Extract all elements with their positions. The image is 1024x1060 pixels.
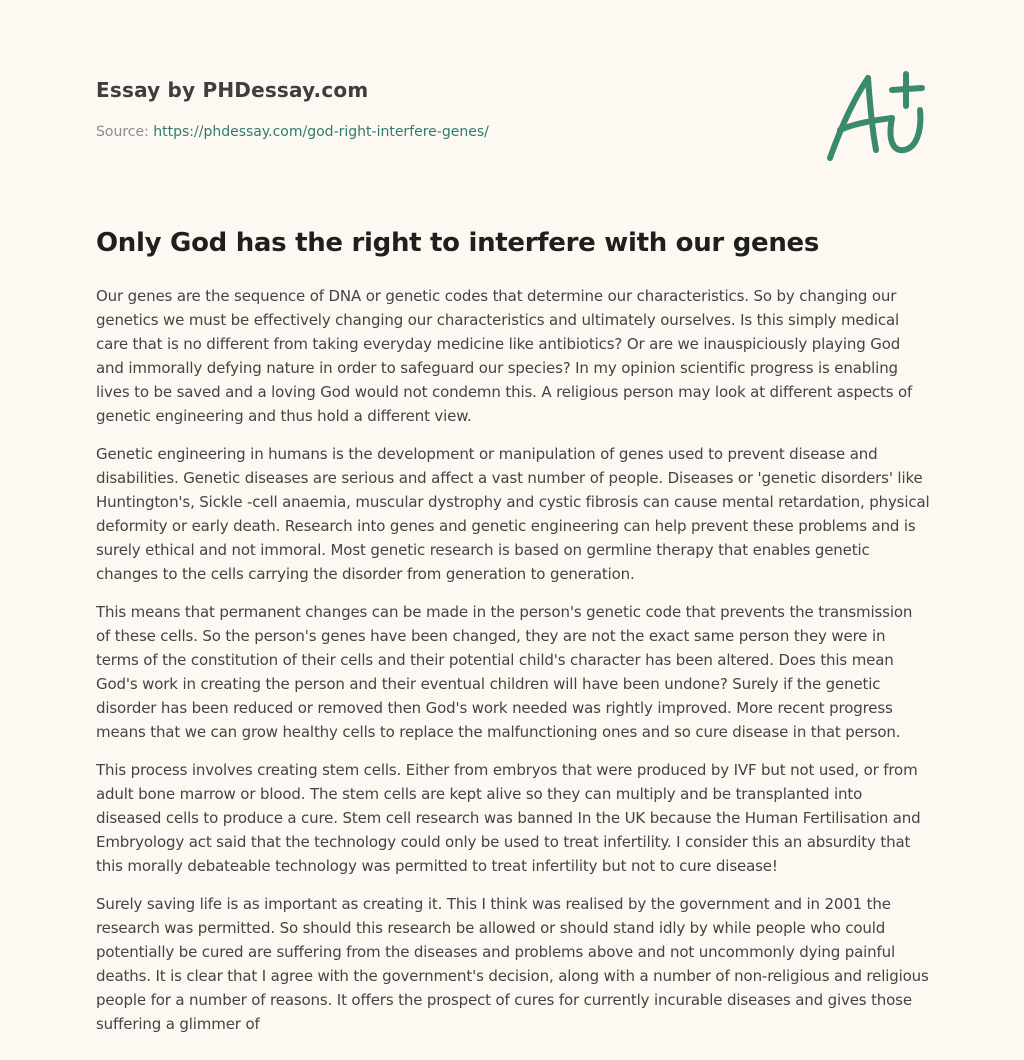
page-header xyxy=(96,78,796,140)
essay-paragraph: Genetic engineering in humans is the development or manipulation of genes used to prevent disease and disabilities. Genetic diseases are serious and affect a vast number of people. Diseases or 'genetic disorders' like Huntington's, Sickle -cell anaemia, muscular dystrophy and cystic fibrosis can cause mental retardation, physical deformity or early death. Research into genes and genetic engineering can help prevent these problems and is surely ethical and not immoral. Most genetic research is based on germline therapy that enables genetic changes to the cells carrying the disorder from generation to generation. xyxy=(96,445,930,583)
a-plus-grade-icon xyxy=(818,66,930,166)
source-label: Source: xyxy=(96,124,154,140)
essay-body xyxy=(96,284,930,1050)
brand-title: Essay by PHDessay.com xyxy=(96,78,369,102)
source-line xyxy=(96,124,796,140)
source-link[interactable]: https://phdessay.com/god-right-interfere-genes/ xyxy=(153,124,489,140)
essay-paragraph: Surely saving life is as important as creating it. This I think was realised by the government and in 2001 the research was permitted. So should this research be allowed or should stand idly by while people who could potentially be cured are suffering from the diseases and problems above and not uncommonly dying painful deaths. It is clear that I agree with the government's decision, along with a number of non-religious and religious people for a number of reasons. It offers the prospect of cures for currently incurable diseases and gives those suffering a glimmer of xyxy=(96,895,929,1033)
essay-paragraph: This means that permanent changes can be made in the person's genetic code that prevents the transmission of these cells. So the person's genes have been changed, they are not the exact same person they were in terms of the constitution of their cells and their potential child's character has been altered. Does this mean God's work in creating the person and their eventual children will have been undone? Surely if the genetic disorder has been reduced or removed then God's work needed was rightly improved. More recent progress means that we can grow healthy cells to replace the malfunctioning ones and so cure disease in that person. xyxy=(96,603,913,741)
essay-paragraph: Our genes are the sequence of DNA or genetic codes that determine our characteristics. So by changing our genetics we must be effectively changing our characteristics and ultimately ourselves. Is this simply medical care that is no different from taking everyday medicine like antibiotics? Or are we inauspiciously playing God and immorally defying nature in order to safeguard our species? In my opinion scientific progress is enabling lives to be saved and a loving God would not condemn this. A religious person may look at different aspects of genetic engineering and thus hold a different view. xyxy=(96,287,913,425)
essay-paragraph: This process involves creating stem cells. Either from embryos that were produced by IVF but not used, or from adult bone marrow or blood. The stem cells are kept alive so they can multiply and be transplanted into diseased cells to produce a cure. Stem cell research was banned In the UK because the Human Fertilisation and Embryology act said that the technology could only be used to treat infertility. I consider this an absurdity that this morally debateable technology was permitted to treat infertility but not to cure disease! xyxy=(96,761,921,875)
essay-title: Only God has the right to interfere with our genes xyxy=(96,228,820,258)
